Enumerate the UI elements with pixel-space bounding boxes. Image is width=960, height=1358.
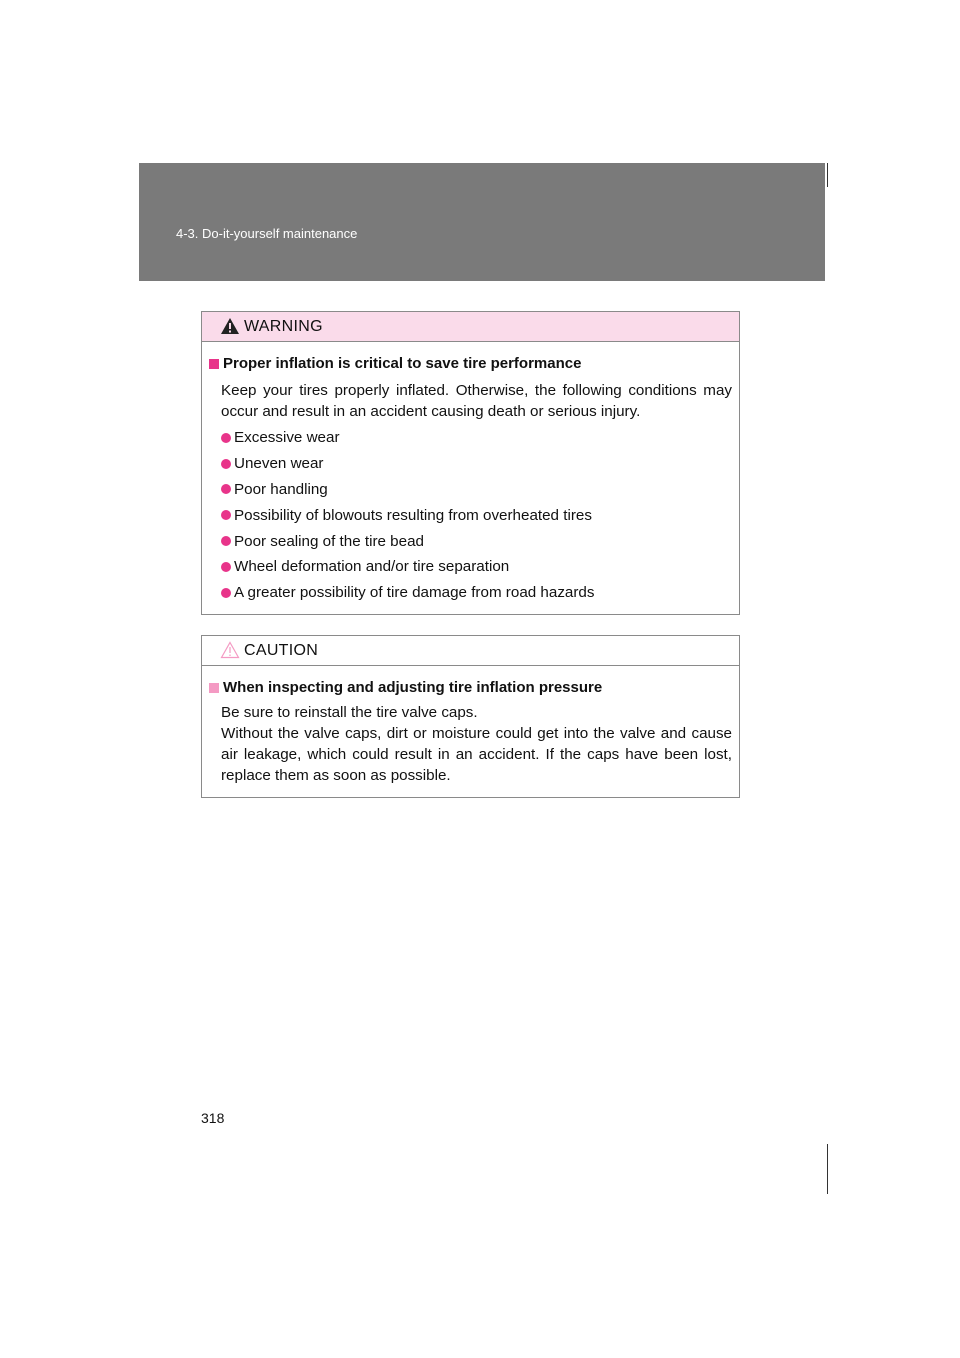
warning-body bbox=[202, 342, 739, 606]
caution-body bbox=[202, 666, 739, 786]
margin-line-bottom bbox=[827, 1144, 828, 1194]
list-item-text: Poor sealing of the tire bead bbox=[234, 532, 424, 550]
caution-line-2: Without the valve caps, dirt or moisture could get into the valve and cause air leakage, which could result in an accident. If the caps have been lost, replace them as soon as possible. bbox=[221, 725, 732, 784]
list-item-text: Poor handling bbox=[234, 480, 328, 498]
dot-bullet-icon bbox=[221, 459, 231, 469]
warning-header bbox=[202, 312, 739, 342]
dot-bullet-icon bbox=[221, 433, 231, 443]
list-item bbox=[221, 451, 732, 477]
list-item-text: Uneven wear bbox=[234, 455, 324, 473]
dot-bullet-icon bbox=[221, 510, 231, 520]
warning-intro: Keep your tires properly inflated. Otherwise, the following conditions may occur and result in an accident causing death or serious injury. bbox=[221, 382, 732, 420]
list-item bbox=[221, 580, 732, 606]
warning-heading-row bbox=[209, 354, 732, 374]
square-bullet-icon bbox=[209, 683, 219, 693]
header-band bbox=[139, 163, 825, 281]
dot-bullet-icon bbox=[221, 562, 231, 572]
warning-list bbox=[209, 425, 732, 606]
page-number: 318 bbox=[201, 1110, 225, 1126]
square-bullet-icon bbox=[209, 359, 219, 369]
caution-heading: When inspecting and adjusting tire inflation pressure bbox=[223, 679, 603, 696]
caution-header bbox=[202, 636, 739, 666]
caution-triangle-outline-icon bbox=[220, 641, 240, 664]
list-item-text: Possibility of blowouts resulting from overheated tires bbox=[234, 506, 592, 524]
caution-label: CAUTION bbox=[244, 642, 319, 659]
dot-bullet-icon bbox=[221, 536, 231, 546]
warning-triangle-filled-icon bbox=[220, 317, 240, 340]
caution-line-1: Be sure to reinstall the tire valve caps. bbox=[221, 704, 478, 721]
list-item bbox=[221, 425, 732, 451]
list-item-text: A greater possibility of tire damage from road hazards bbox=[234, 584, 595, 602]
caution-box bbox=[201, 635, 740, 798]
list-item-text: Excessive wear bbox=[234, 429, 340, 447]
list-item bbox=[221, 528, 732, 554]
margin-line-top bbox=[827, 163, 828, 187]
warning-box bbox=[201, 311, 740, 615]
list-item bbox=[221, 502, 732, 528]
warning-label: WARNING bbox=[244, 318, 323, 335]
list-item bbox=[221, 477, 732, 503]
header-tab bbox=[800, 163, 825, 187]
dot-bullet-icon bbox=[221, 484, 231, 494]
list-item bbox=[221, 554, 732, 580]
warning-heading: Proper inflation is critical to save tire performance bbox=[223, 355, 582, 372]
caution-heading-row bbox=[209, 678, 732, 698]
dot-bullet-icon bbox=[221, 588, 231, 598]
list-item-text: Wheel deformation and/or tire separation bbox=[234, 558, 510, 576]
section-title: 4-3. Do-it-yourself maintenance bbox=[176, 226, 358, 241]
